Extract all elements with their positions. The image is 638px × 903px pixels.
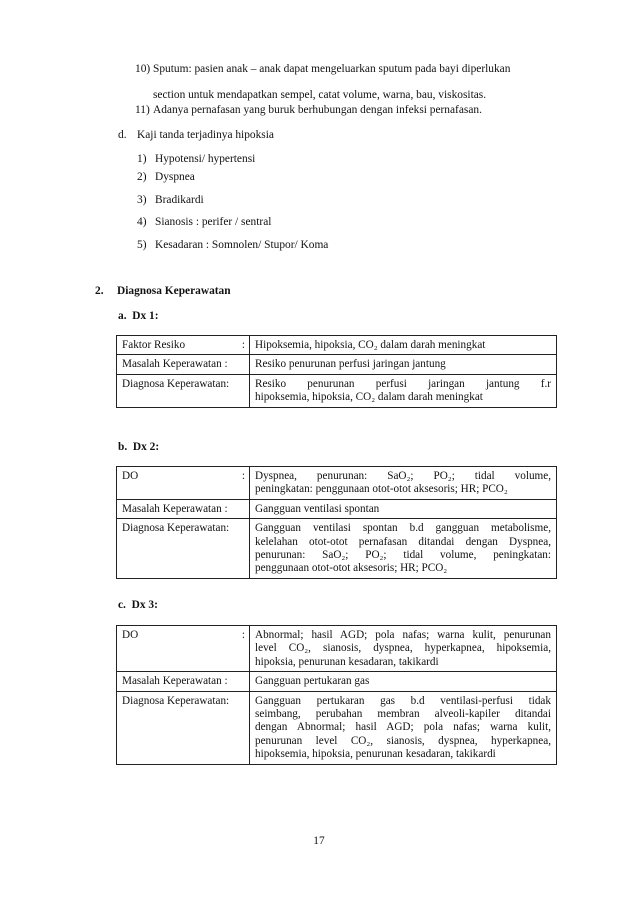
table-row	[117, 519, 557, 579]
table-value-cell	[250, 519, 557, 579]
table-value-cell	[250, 691, 557, 764]
dx2-table	[116, 466, 557, 579]
row-value-line: Gangguan ventilasi spontan b.d gangguan metabolisme,	[255, 522, 551, 535]
hipoksia-item-4-text: Sianosis : perifer / sentral	[155, 216, 272, 228]
row-colon: :	[241, 629, 245, 641]
row-label: Faktor Resiko	[122, 339, 186, 351]
section-d-title: Kaji tanda terjadinya hipoksia	[137, 129, 274, 141]
table-row	[117, 467, 557, 500]
hipoksia-item-5-number: 5)	[137, 239, 147, 251]
list-item-11-number: 11)	[135, 104, 150, 116]
table-row	[117, 626, 557, 672]
row-colon: :	[241, 339, 245, 351]
table-label-cell	[117, 626, 250, 672]
row-label: Diagnosa Keperawatan:	[122, 377, 230, 390]
list-item-10-line-2: section untuk mendapatkan sempel, catat volume, warna, bau, viskositas.	[153, 89, 487, 101]
table-label-cell	[117, 467, 250, 500]
row-value-line: kelelahan otot-otot pernafasan ditandai dengan Dyspnea,	[255, 535, 551, 548]
row-value-line: Gangguan pertukaran gas	[255, 675, 370, 688]
dx1-table	[116, 335, 557, 408]
dx3-heading: c. Dx 3:	[118, 599, 158, 611]
table-label-cell	[117, 336, 250, 355]
section-2-number: 2.	[95, 285, 104, 297]
table-value-cell	[250, 336, 557, 355]
row-label: Diagnosa Keperawatan:	[122, 694, 230, 707]
row-value-line: penggunaan otot-otot aksesoris; HR; PCO₂	[255, 562, 448, 575]
row-value-line: seimbang, perubahan membran alveoli-kapiler ditandai	[255, 708, 551, 721]
row-label: DO	[122, 629, 139, 641]
table-value-cell	[250, 626, 557, 672]
row-value-line: Dyspnea, penurunan: SaO₂; PO₂; tidal volume,	[255, 470, 551, 482]
page-number: 17	[313, 835, 325, 847]
row-value-line: dengan Abnormal; hasil AGD; pola nafas; warna kulit,	[255, 721, 551, 734]
table-label-cell	[117, 355, 250, 374]
hipoksia-item-1-text: Hypotensi/ hypertensi	[155, 153, 256, 165]
list-item-10-line-1: Sputum: pasien anak – anak dapat mengeluarkan sputum pada bayi diperlukan	[153, 63, 511, 75]
table-label-cell	[117, 691, 250, 764]
row-value-line: Gangguan ventilasi spontan	[255, 502, 380, 515]
row-value-line: Hipoksemia, hipoksia, CO₂ dalam darah meningkat	[255, 339, 486, 351]
table-row	[117, 691, 557, 764]
row-value-line: Gangguan pertukaran gas b.d ventilasi-perfusi tidak	[255, 694, 551, 707]
table-row	[117, 374, 557, 407]
row-value-line: penurunan level CO₂, sianosis, dyspnea, hyperkapnea,	[255, 734, 551, 747]
row-value-line: level CO₂, sianosis, dyspnea, hyperkapnea, hipoksemia,	[255, 642, 551, 655]
row-value-line: Resiko penurunan perfusi jaringan jantung f.r	[255, 377, 551, 390]
dx1-heading: a. Dx 1:	[118, 310, 159, 322]
hipoksia-item-2-text: Dyspnea	[155, 171, 195, 183]
row-label: DO	[122, 470, 139, 482]
table-value-cell	[250, 467, 557, 500]
row-colon: :	[241, 470, 245, 482]
table-row	[117, 672, 557, 691]
row-label: Diagnosa Keperawatan:	[122, 522, 230, 535]
hipoksia-item-2-number: 2)	[137, 171, 147, 183]
table-value-cell	[250, 672, 557, 691]
row-label: Masalah Keperawatan :	[122, 675, 228, 688]
row-value-line: peningkatan: penggunaan otot-otot aksesoris; HR; PCO₂	[255, 483, 508, 496]
table-label-cell	[117, 672, 250, 691]
hipoksia-item-3-number: 3)	[137, 194, 147, 206]
list-item-10-number: 10)	[135, 63, 151, 75]
row-label: Masalah Keperawatan :	[122, 502, 228, 515]
row-value-line: hipoksemia, hipoksia, penurunan kesadaran, takikardi	[255, 748, 496, 761]
row-label: Masalah Keperawatan :	[122, 358, 228, 371]
row-value-line: Abnormal; hasil AGD; pola nafas; warna kulit, penurunan	[255, 629, 551, 641]
hipoksia-item-4-number: 4)	[137, 216, 147, 228]
section-d-marker: d.	[118, 129, 127, 141]
hipoksia-item-1-number: 1)	[137, 153, 147, 165]
table-row	[117, 336, 557, 355]
row-value-line: penurunan: SaO₂; PO₂; tidal volume, peningkatan:	[255, 549, 551, 562]
table-value-cell	[250, 499, 557, 518]
hipoksia-item-3-text: Bradikardi	[155, 194, 204, 206]
table-label-cell	[117, 519, 250, 579]
dx3-table	[116, 625, 557, 765]
table-row	[117, 499, 557, 518]
hipoksia-item-5-text: Kesadaran : Somnolen/ Stupor/ Koma	[155, 239, 329, 251]
table-row	[117, 355, 557, 374]
dx2-heading: b. Dx 2:	[118, 441, 160, 453]
row-value-line: Resiko penurunan perfusi jaringan jantung	[255, 358, 446, 371]
list-item-11-text: Adanya pernafasan yang buruk berhubungan dengan infeksi pernafasan.	[153, 104, 482, 116]
table-label-cell	[117, 499, 250, 518]
table-label-cell	[117, 374, 250, 407]
table-value-cell	[250, 374, 557, 407]
row-value-line: hipoksia, penurunan kesadaran, takikardi	[255, 655, 439, 668]
table-value-cell	[250, 355, 557, 374]
row-value-line: hipoksemia, hipoksia, CO₂ dalam darah meningkat	[255, 391, 483, 404]
section-2-title: Diagnosa Keperawatan	[117, 285, 231, 297]
